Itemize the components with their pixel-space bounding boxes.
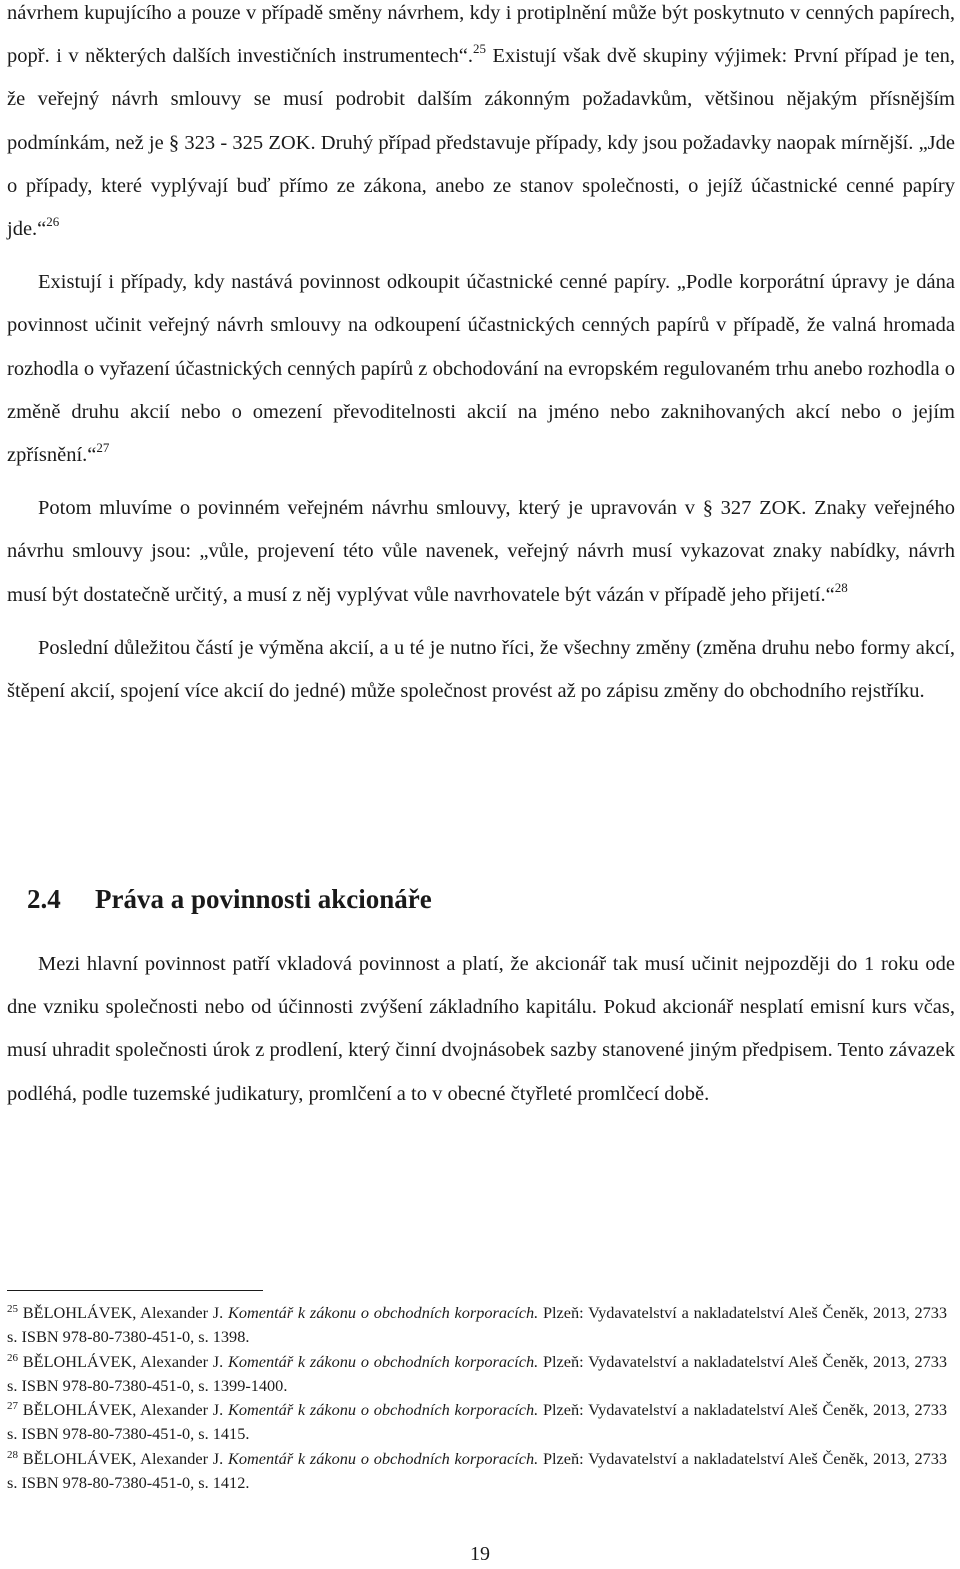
paragraph-shareholder-duties: Mezi hlavní povinnost patří vkladová povinnost a platí, že akcionář tak musí učinit nejpozději do 1 roku ode dne vzniku společnosti nebo od účinnosti zvýšení základního kapitálu. Pokud akcionář nesplatí emisní kurs včas, musí uhradit společnosti úrok z prodlení, který činní dvojnásobek sazby stanovené jiným předpisem. Tento závazek podléhá, podle tuzemské judikatury, promlčení a to v obecné čtyřleté promlčecí době. [7,953,955,1105]
paragraph-public-offer: Potom mluvíme o povinném veřejném návrhu smlouvy, který je upravován v § 327 ZOK. Znaky veřejného návrhu smlouvy jsou: „vůle, projevení této vůle navenek, veřejný návrh musí vykazovat znaky nabídky, návrh musí být dostatečně určitý, a musí z něj vyplývat vůle navrhovatele být vázán v případě jeho přijetí.“$^{28}$ [7,497,955,606]
section-heading [27,884,432,915]
document-page-lower [7,943,955,1116]
paragraph-mandatory-buyout: Existují i případy, kdy nastává povinnost odkoupit účastnické cenné papíry. „Podle korporátní úpravy je dána povinnost učinit veřejný návrh smlouvy na odkoupení účastnických cenných papírů v případě, že valná hromada rozhodla o vyřazení účastnických cenných papírů z obchodování na evropském regulovaném trhu anebo rozhodla o změně druhu akcií nebo o omezení převoditelnosti akcií na jméno nebo zaknihovaných akcí nebo o jejím zpřísnění.“$^{27}$ [7,271,955,467]
footnote-separator [7,1290,263,1291]
paragraph-share-exchange: Poslední důležitou částí je výměna akcií, a u té je nutno říci, že všechny změny (změna druhu nebo formy akcí, štěpení akcií, spojení více akcií do jedné) může společnost provést až po zápisu změny do obchodního rejstříku. [7,636,955,703]
footnote-ref-28[interactable]: 28 [834,579,848,595]
section-number: 2.4 [27,884,61,914]
section-title: Práva a povinnosti akcionáře [95,884,432,914]
paragraph-continuation: návrhem kupujícího a pouze v případě směny návrhem, kdy i protiplnění může být poskytnuto v cenných papírech, popř. i v některých dalších investičních instrumentech“.$^{25}$ Existují však dvě skupiny výjimek: První případ je ten, že veřejný návrh smlouvy se musí podrobit dalším zákonným požadavkům, většinou nějakým přísnějším podmínkám, než je § 323 - 325 ZOK. Druhý případ představuje případy, kdy jsou požadavky naopak mírnější. „Jde o případy, které vyplývají buď přímo ze zákona, anebo ze stanov společnosti, o jejíž účastnické cenné papíry jde.“$^{26}$ [7,2,955,241]
footnote-27: $^{27}$ BĚLOHLÁVEK, Alexander J. Komentář k zákonu o obchodních korporacích. Plzeň: Vydavatelství a nakladatelství Aleš Čeněk, 2013, 2733 s. ISBN 978-80-7380-451-0, s. 1415. [7,1400,948,1443]
page-number: 19 [470,1543,490,1565]
footnote-28: $^{28}$ BĚLOHLÁVEK, Alexander J. Komentář k zákonu o obchodních korporacích. Plzeň: Vydavatelství a nakladatelství Aleš Čeněk, 2013, 2733 s. ISBN 978-80-7380-451-0, s. 1412. [7,1448,948,1492]
footnotes [7,1301,947,1495]
footnote-25: $^{25}$ BĚLOHLÁVEK, Alexander J. Komentář k zákonu o obchodních korporacích. Plzeň: Vydavatelství a nakladatelství Aleš Čeněk, 2013, 2733 s. ISBN 978-80-7380-451-0, s. 1398. [7,1303,948,1346]
footnote-ref-27[interactable]: 27 [96,440,110,456]
footnote-26: $^{26}$ BĚLOHLÁVEK, Alexander J. Komentář k zákonu o obchodních korporacích. Plzeň: Vydavatelství a nakladatelství Aleš Čeněk, 2013, 2733 s. ISBN 978-80-7380-451-0, s. 1399-1400. [7,1351,948,1395]
document-page [7,0,955,713]
footnote-ref-26[interactable]: 26 [46,214,60,230]
footnote-ref-25[interactable]: 25 [472,41,486,57]
